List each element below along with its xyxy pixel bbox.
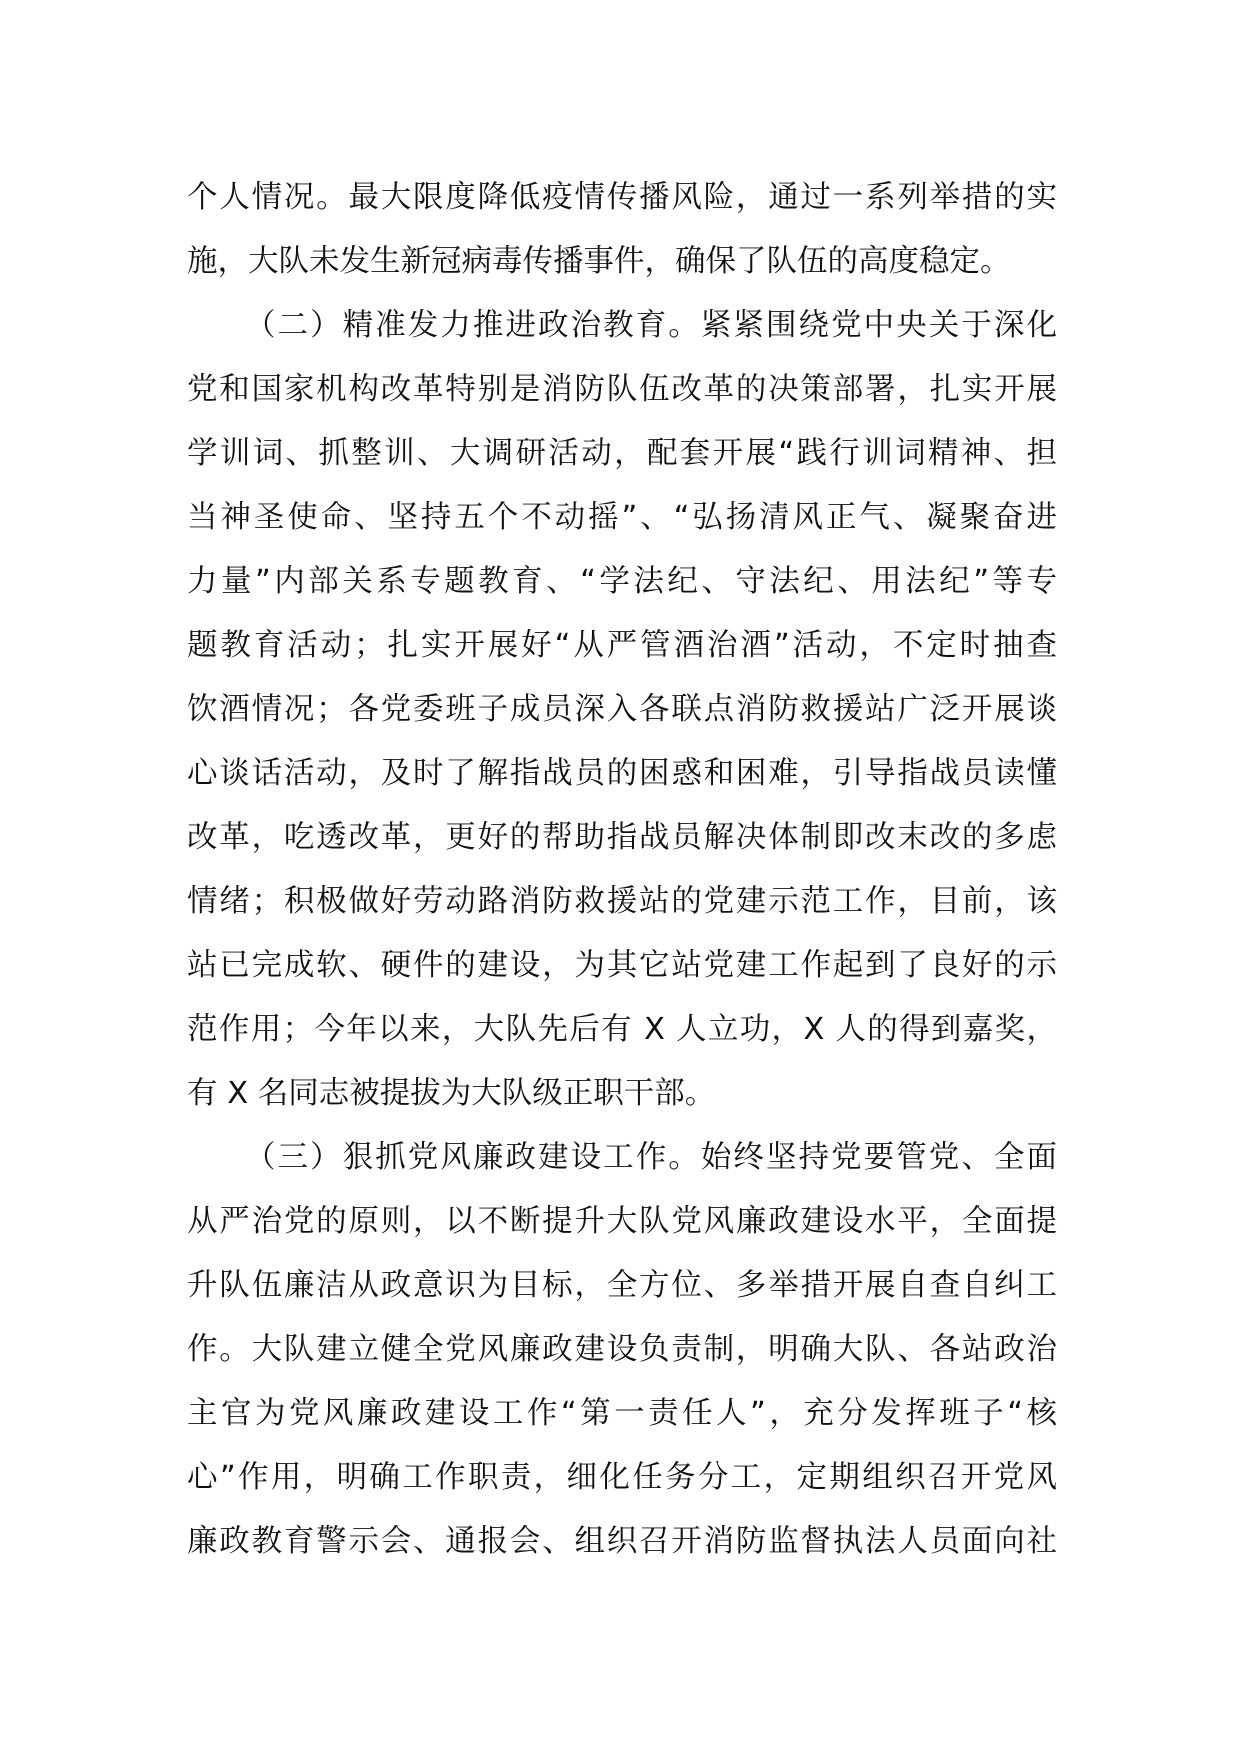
text-line: 有 X 名同志被提拔为大队级正职干部。 (187, 1076, 716, 1111)
text-line: 学训词、抓整训、大调研活动，配套开展“践行训词精神、担 (187, 436, 1057, 471)
text-line: 力量”内部关系专题教育、“学法纪、守法纪、用法纪”等专 (187, 564, 1057, 599)
text-line: 主官为党风廉政建设工作“第一责任人”，充分发挥班子“核 (187, 1396, 1057, 1431)
text-line: 廉政教育警示会、通报会、组织召开消防监督执法人员面向社 (187, 1524, 1057, 1559)
section-heading-line: （三）狠抓党风廉政建设工作。始终坚持党要管党、全面 (245, 1140, 1057, 1175)
text-line: 题教育活动；扎实开展好“从严管酒治酒”活动，不定时抽查 (187, 628, 1057, 663)
text-line: 当神圣使命、坚持五个不动摇”、“弘扬清风正气、凝聚奋进 (187, 500, 1057, 535)
text-line: 改革，吃透改革，更好的帮助指战员解决体制即改末改的多虑 (187, 820, 1057, 855)
text-line: 施，大队未发生新冠病毒传播事件，确保了队伍的高度稳定。 (187, 244, 1011, 279)
text-line: 站已完成软、硬件的建设，为其它站党建工作起到了良好的示 (187, 948, 1057, 983)
text-line: 党和国家机构改革特别是消防队伍改革的决策部署，扎实开展 (187, 372, 1057, 407)
text-line: 心”作用，明确工作职责，细化任务分工，定期组织召开党风 (187, 1460, 1057, 1495)
text-line: 范作用；今年以来，大队先后有 X 人立功，X 人的得到嘉奖， (187, 1012, 1057, 1047)
section-heading-line: （二）精准发力推进政治教育。紧紧围绕党中央关于深化 (245, 308, 1057, 343)
text-line: 心谈话活动，及时了解指战员的困惑和困难，引导指战员读懂 (187, 756, 1057, 791)
text-line: 升队伍廉洁从政意识为目标，全方位、多举措开展自查自纠工 (187, 1268, 1057, 1303)
text-line: 从严治党的原则，以不断提升大队党风廉政建设水平，全面提 (187, 1204, 1057, 1239)
text-line: 作。大队建立健全党风廉政建设负责制，明确大队、各站政治 (187, 1332, 1057, 1367)
body-text (187, 166, 1057, 1574)
text-line: 情绪；积极做好劳动路消防救援站的党建示范工作，目前，该 (187, 884, 1057, 919)
text-line: 饮酒情况；各党委班子成员深入各联点消防救援站广泛开展谈 (187, 692, 1057, 727)
text-line: 个人情况。最大限度降低疫情传播风险，通过一系列举措的实 (187, 180, 1057, 215)
